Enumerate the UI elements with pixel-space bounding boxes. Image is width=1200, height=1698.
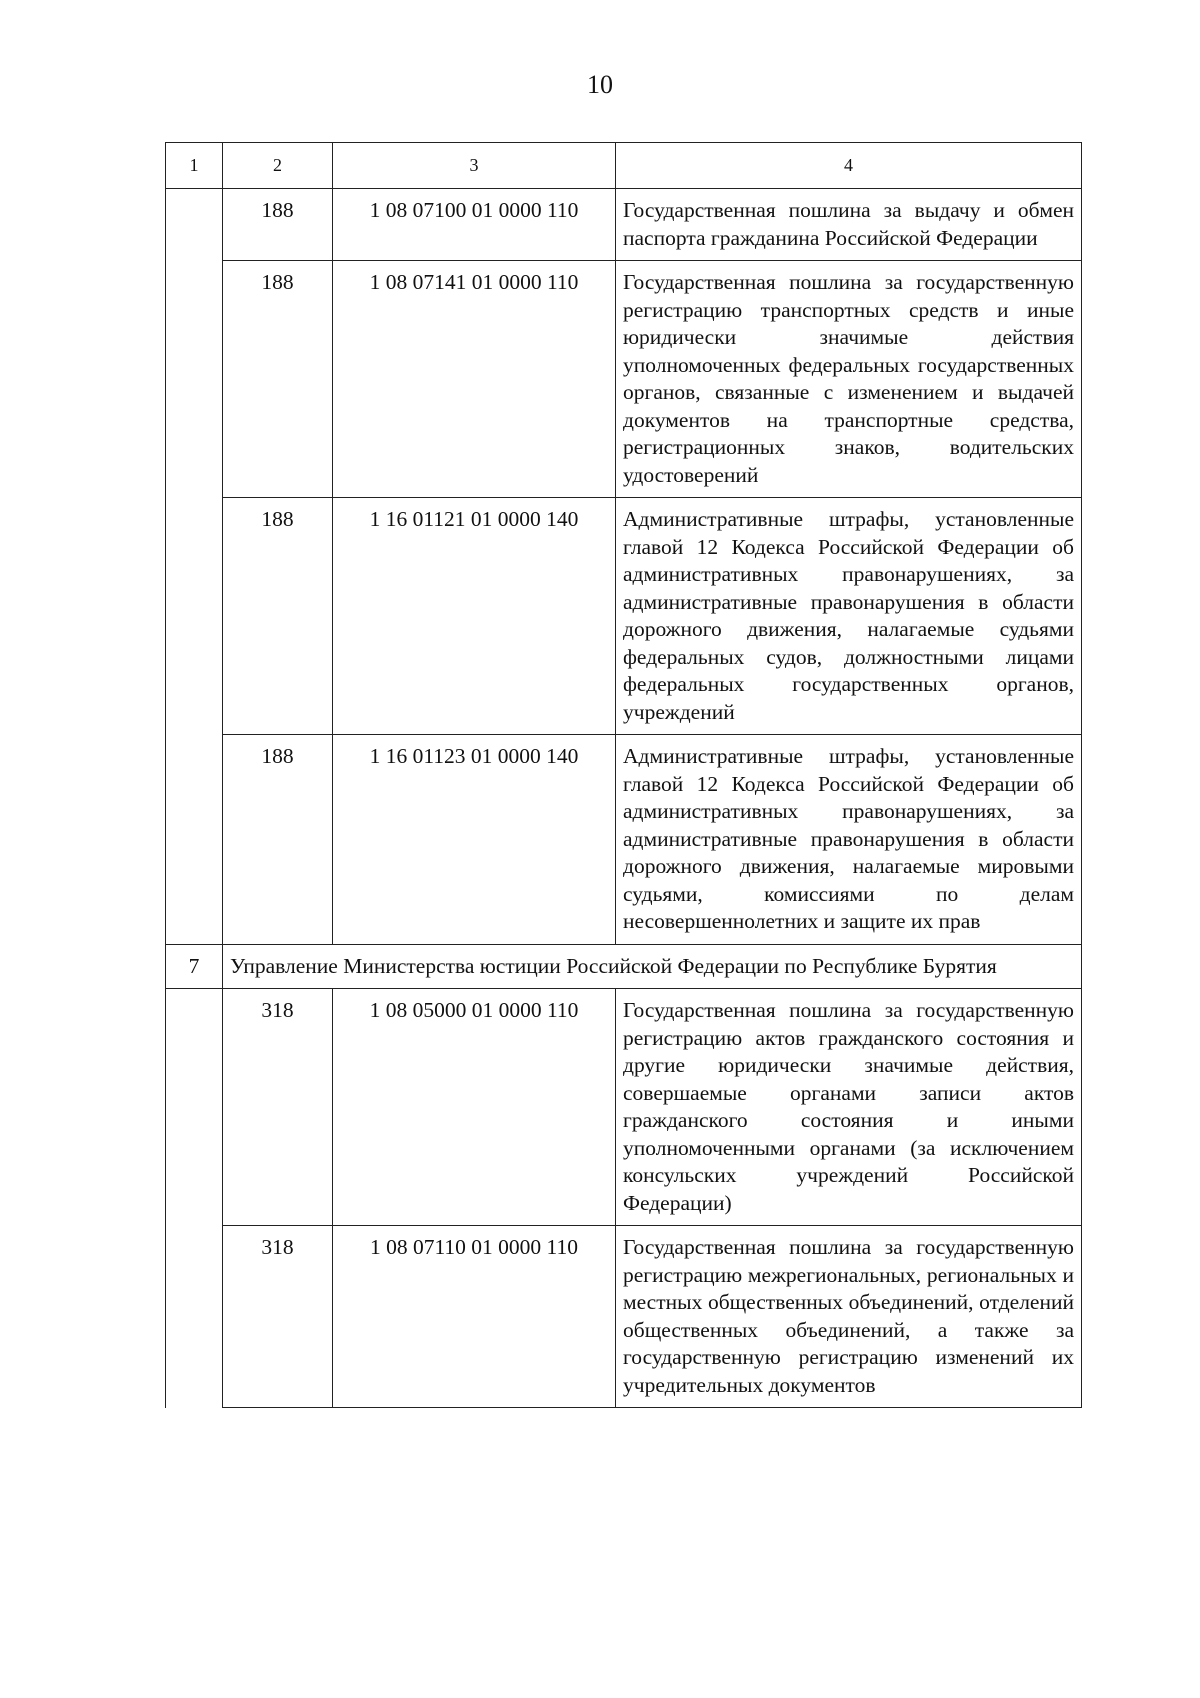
header-col-4: 4	[616, 143, 1082, 189]
admin-code-cell: 318	[223, 989, 333, 1226]
kbk-code-cell: 1 08 07100 01 0000 110	[333, 189, 616, 261]
header-col-1: 1	[166, 143, 223, 189]
table-row	[166, 261, 1082, 498]
header-col-2: 2	[223, 143, 333, 189]
kbk-code-cell: 1 16 01121 01 0000 140	[333, 498, 616, 735]
revenue-codes-table	[165, 142, 1082, 1408]
description-cell: Государственная пошлина за государственную регистрацию актов гражданского состояния и другие юридически значимые действия, совершаемые органами записи актов гражданского состояния и иными уполномоченными органами (за исключением консульских учреждений Российской Федерации)	[616, 989, 1082, 1226]
section-number-cell-empty	[166, 989, 223, 1408]
description-cell: Государственная пошлина за государственную регистрацию межрегиональных, региональных и местных общественных объединений, отделений общественных объединений, а также за государственную регистрацию изменений их учредительных документов	[616, 1226, 1082, 1408]
table-header	[166, 143, 1082, 189]
description-cell: Государственная пошлина за государственную регистрацию транспортных средств и иные юридически значимые действия уполномоченных федеральных государственных органов, связанные с изменением и выдачей документов на транспортные средства, регистрационных знаков, водительских удостоверений	[616, 261, 1082, 498]
admin-code-cell: 318	[223, 1226, 333, 1408]
header-row	[166, 143, 1082, 189]
admin-code-cell: 188	[223, 189, 333, 261]
page-number: 10	[587, 70, 613, 99]
section-title: Управление Министерства юстиции Российской Федерации по Республике Бурятия	[223, 944, 1082, 989]
table-row	[166, 1226, 1082, 1408]
admin-code-cell: 188	[223, 261, 333, 498]
table-row	[166, 989, 1082, 1226]
section-header-row	[166, 944, 1082, 989]
description-cell: Административные штрафы, установленные главой 12 Кодекса Российской Федерации об административных правонарушениях, за административные правонарушения в области дорожного движения, налагаемые мировыми судьями, комиссиями по делам несовершеннолетних и защите их прав	[616, 735, 1082, 945]
kbk-code-cell: 1 16 01123 01 0000 140	[333, 735, 616, 945]
header-col-3: 3	[333, 143, 616, 189]
admin-code-cell: 188	[223, 735, 333, 945]
kbk-code-cell: 1 08 05000 01 0000 110	[333, 989, 616, 1226]
section-number: 7	[166, 944, 223, 989]
table-row	[166, 498, 1082, 735]
table-body	[166, 189, 1082, 1408]
kbk-code-cell: 1 08 07110 01 0000 110	[333, 1226, 616, 1408]
table-row	[166, 189, 1082, 261]
description-cell: Административные штрафы, установленные главой 12 Кодекса Российской Федерации об административных правонарушениях, за административные правонарушения в области дорожного движения, налагаемые судьями федеральных судов, должностными лицами федеральных государственных органов, учреждений	[616, 498, 1082, 735]
admin-code-cell: 188	[223, 498, 333, 735]
description-cell: Государственная пошлина за выдачу и обмен паспорта гражданина Российской Федерации	[616, 189, 1082, 261]
table-row	[166, 735, 1082, 945]
section-number-cell-empty	[166, 189, 223, 945]
kbk-code-cell: 1 08 07141 01 0000 110	[333, 261, 616, 498]
